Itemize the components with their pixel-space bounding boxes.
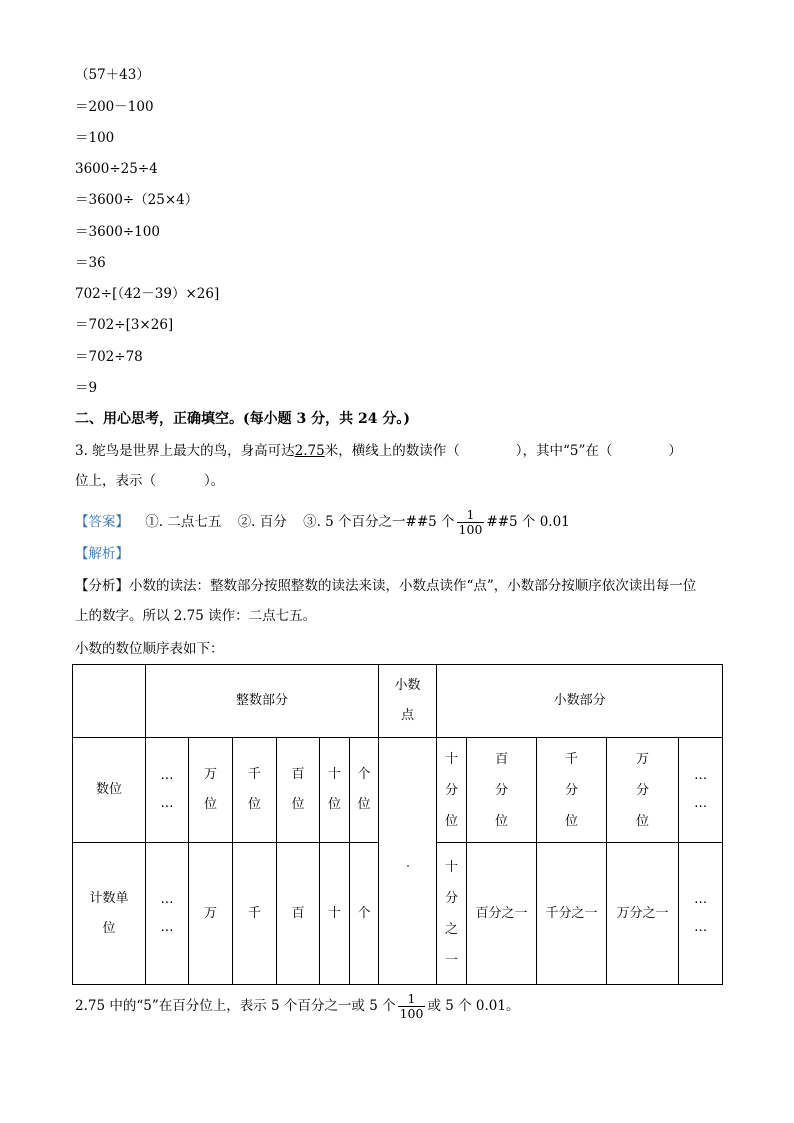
cell-unit-thousandths: 千分之一	[537, 843, 607, 985]
place-value-table	[72, 664, 723, 985]
cell-place-qian: 千位	[233, 738, 277, 843]
question-mid2: ），其中“5”在（	[515, 443, 613, 459]
answer-1: ①. 二点七五	[145, 514, 222, 530]
answer-line	[75, 508, 570, 537]
calc-line-2: ＝200－100	[75, 99, 154, 115]
cell-place-bai: 百位	[277, 738, 320, 843]
row-label-unit: 计数单位	[73, 843, 146, 985]
analysis-label: 【解析】	[75, 546, 129, 562]
conclusion-post: 或 5 个 0.01。	[427, 998, 520, 1014]
calc-line-3: ＝100	[75, 130, 115, 146]
table-intro: 小数的数位顺序表如下：	[75, 641, 224, 657]
question-line-1	[75, 442, 682, 460]
calc-line-6: ＝3600÷100	[75, 224, 160, 240]
table-corner-cell	[73, 665, 146, 738]
calc-line-10: ＝702÷78	[75, 349, 143, 365]
row-label-place: 数位	[73, 738, 146, 843]
cell-place-shi: 十位	[320, 738, 350, 843]
header-decimal-point: 小数点	[379, 665, 437, 738]
cell-ellipsis: … …	[146, 843, 189, 985]
calc-line-8: 702÷[（42－39）×26]	[75, 286, 220, 302]
question-mid1: 米，横线上的数读作（	[324, 443, 460, 459]
answer-fraction: $\frac{1}{100}$	[458, 507, 483, 537]
calc-line-5: ＝3600÷（25×4）	[75, 192, 199, 208]
answer-3-pre: ③. 5 个百分之一##5 个	[303, 514, 455, 530]
conclusion-line	[75, 992, 519, 1021]
cell-ellipsis: … …	[146, 738, 189, 843]
cell-unit-wan: 万	[189, 843, 233, 985]
question-line-2	[75, 472, 224, 490]
cell-unit-ge: 个	[350, 843, 379, 985]
question-end1: ）	[668, 443, 682, 459]
calc-line-4: 3600÷25÷4	[75, 161, 158, 177]
analysis-line-1: 【分析】小数的读法：整数部分按照整数的读法来读，小数点读作“点”，小数部分按顺序依次读出每一位	[75, 578, 697, 594]
calc-line-11: ＝9	[75, 380, 98, 396]
cell-unit-qian: 千	[233, 843, 277, 985]
calc-line-7: ＝36	[75, 255, 106, 271]
question-line2-end: ）。	[204, 473, 225, 489]
cell-unit-tenths: 十分之一	[437, 843, 467, 985]
cell-unit-bai: 百	[277, 843, 320, 985]
cell-place-ten-thousandths: 万分位	[607, 738, 679, 843]
analysis-line-2: 上的数字。所以 2.75 读作：二点七五。	[75, 608, 317, 624]
cell-unit-hundredths: 百分之一	[467, 843, 537, 985]
cell-place-tenths: 十分位	[437, 738, 467, 843]
answer-label: 【答案】	[75, 514, 129, 530]
conclusion-fraction: $\frac{1}{100}$	[399, 991, 424, 1021]
cell-ellipsis: … …	[679, 738, 723, 843]
cell-place-wan: 万位	[189, 738, 233, 843]
cell-decimal-point	[379, 738, 437, 985]
calc-line-1: （57＋43）	[75, 67, 150, 83]
cell-ellipsis: … …	[679, 843, 723, 985]
header-integer-part: 整数部分	[146, 665, 379, 738]
header-decimal-part: 小数部分	[437, 665, 723, 738]
cell-place-ge: 个位	[350, 738, 379, 843]
cell-unit-shi: 十	[320, 843, 350, 985]
question-prefix: 3. 鸵鸟是世界上最大的鸟，身高可达	[75, 443, 295, 459]
answer-2: ②. 百分	[237, 514, 287, 530]
calc-line-9: ＝702÷[3×26]	[75, 317, 174, 333]
cell-unit-ten-thousandths: 万分之一	[607, 843, 679, 985]
cell-place-thousandths: 千分位	[537, 738, 607, 843]
cell-place-hundredths: 百分位	[467, 738, 537, 843]
question-value: 2.75	[294, 443, 325, 459]
conclusion-pre: 2.75 中的“5”在百分位上，表示 5 个百分之一或 5 个	[75, 998, 396, 1014]
section-heading: 二、用心思考，正确填空。(每小题 3 分，共 24 分。)	[75, 411, 410, 427]
answer-3-post: ##5 个 0.01	[486, 514, 570, 530]
question-line2-start: 位上，表示（	[75, 473, 156, 489]
